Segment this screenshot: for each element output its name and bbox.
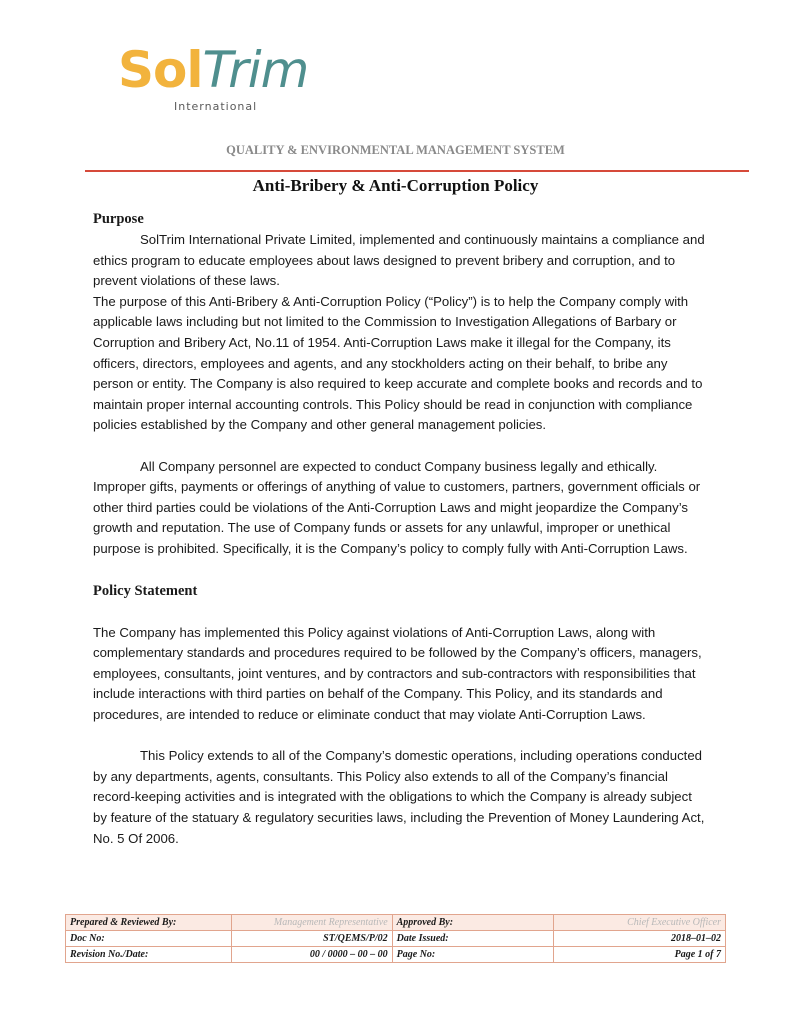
prepared-value: Management Representative <box>231 915 392 931</box>
doc-no-value: ST/QEMS/P/02 <box>231 931 392 947</box>
approved-label: Approved By: <box>392 915 554 931</box>
document-body <box>93 208 705 849</box>
date-issued-value: 2018–01–02 <box>554 931 726 947</box>
page-no-label: Page No: <box>392 947 554 963</box>
policy-paragraph-2: This Policy extends to all of the Company’s domestic operations, including operations conducted by any departments, agents, consultants. This Policy also extends to all of the Company’s financial record-keeping activities and is integrated with the obligations to which the Company is already subject by feature of the statuary & regulatory securities laws, including the Prevention of Money Laundering Act, No. 5 Of 2006. <box>93 748 705 846</box>
table-row <box>66 931 726 947</box>
prepared-label: Prepared & Reviewed By: <box>66 915 232 931</box>
policy-paragraph-1: The Company has implemented this Policy against violations of Anti-Corruption Laws, along with complementary standards and procedures required to be followed by the Company’s officers, managers, employees, consultants, joint ventures, and by contractors and sub-contractors with responsibilities that include interactions with third parties on behalf of the Company. This Policy, and its standards and procedures, are intended to reduce or eliminate conduct that may violate Anti-Corruption Laws. <box>93 624 702 723</box>
purpose-paragraph-1: SolTrim International Private Limited, implemented and continuously maintains a compliance and ethics program to educate employees about laws designed to prevent bribery and corruption, and to prevent violations of these laws. <box>93 232 705 289</box>
system-title: QUALITY & ENVIRONMENTAL MANAGEMENT SYSTEM <box>226 143 565 157</box>
revision-value: 00 / 0000 – 00 – 00 <box>231 947 392 963</box>
logo-trim: Trim <box>202 41 309 99</box>
logo-wordmark <box>118 40 308 100</box>
date-issued-label: Date Issued: <box>392 931 554 947</box>
purpose-paragraph-2: The purpose of this Anti-Bribery & Anti-Corruption Policy (“Policy”) is to help the Company comply with applicable laws including but not limited to the Commission to Investigation Allegations of Barbary or Corruption and Bribery Act, No.11 of 1954. Anti-Corruption Laws make it illegal for the Company, its officers, directors, employees and agents, and any stockholders acting on their behalf, to bribe any person or entity. The Company is also required to keep accurate and complete books and records and to maintain proper internal accounting controls. This Policy should be read in conjunction with compliance policies established by the Company and other general management policies. <box>93 293 703 433</box>
table-row <box>66 915 726 931</box>
purpose-paragraph-3: All Company personnel are expected to conduct Company business legally and ethically. Improper gifts, payments or offerings of anything of value to customers, partners, government officials or other third parties could be violations of the Anti-Corruption Laws and might jeopardize the Company’s growth and reputation. The use of Company funds or assets for any unlawful, improper or unethical purpose is prohibited. Specifically, it is the Company’s policy to comply fully with Anti-Corruption Laws. <box>93 458 701 556</box>
revision-label: Revision No./Date: <box>66 947 232 963</box>
approved-value: Chief Executive Officer <box>554 915 726 931</box>
purpose-heading: Purpose <box>93 211 144 227</box>
table-row <box>66 947 726 963</box>
document-title: Anti-Bribery & Anti-Corruption Policy <box>252 176 539 195</box>
soltrim-logo <box>118 40 378 120</box>
page-no-value: Page 1 of 7 <box>554 947 726 963</box>
policy-statement-heading: Policy Statement <box>93 583 198 600</box>
logo-sol: Sol <box>118 41 203 99</box>
document-control-table <box>65 914 726 963</box>
header-divider <box>85 170 749 172</box>
doc-no-label: Doc No: <box>66 931 232 947</box>
logo-subtitle: International <box>174 100 258 113</box>
